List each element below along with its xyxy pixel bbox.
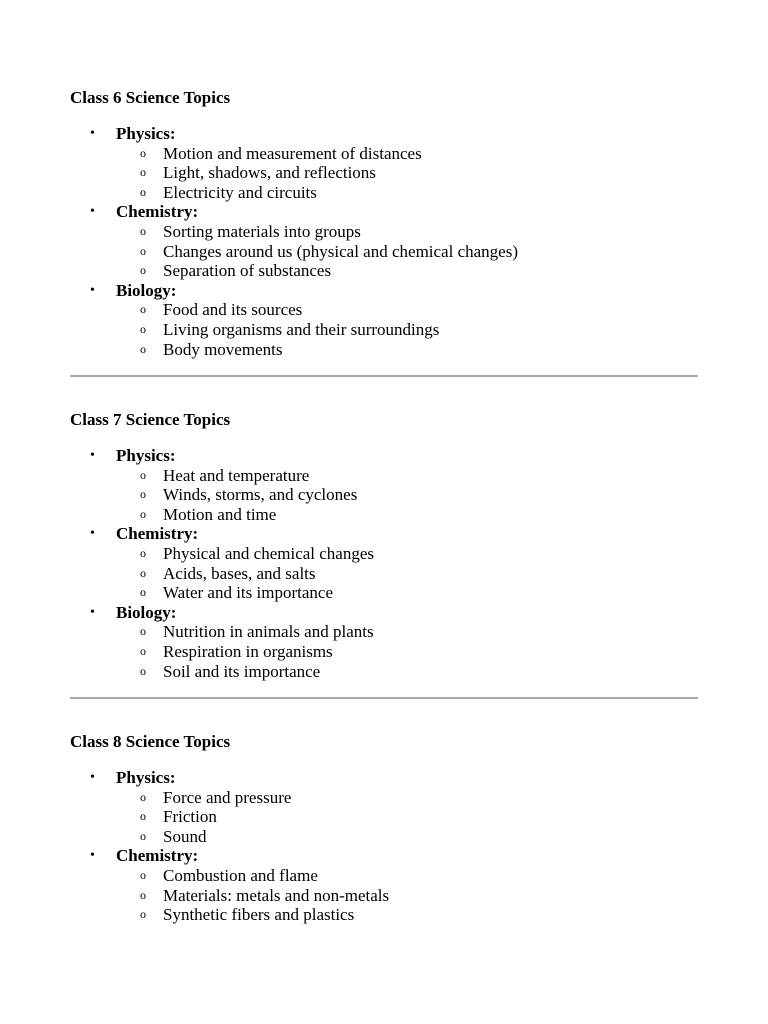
circle-bullet-icon: o [140,867,146,882]
topic-label: Chemistry: [116,524,199,544]
section-title: Class 7 Science Topics [70,410,231,429]
circle-bullet-icon: o [140,263,146,278]
subtopic-list [70,466,698,525]
subtopic-text: Synthetic fibers and plastics [163,905,355,925]
circle-bullet-icon: o [140,643,146,658]
topic-heading [70,446,698,466]
subtopic-text: Living organisms and their surroundings [163,319,440,339]
subtopic-text: Winds, storms, and cyclones [163,485,358,505]
subtopic-item [70,163,698,183]
subtopic-text: Motion and time [163,504,277,524]
topic-heading [70,281,698,301]
subtopic-item [70,905,698,925]
section-title: Class 8 Science Topics [70,732,231,751]
bullet-icon: • [90,526,95,542]
topic-item [70,446,698,524]
circle-bullet-icon: o [140,184,146,199]
topic-heading [70,524,698,544]
topic-heading [70,846,698,866]
subtopic-text: Changes around us (physical and chemical changes) [163,241,518,261]
topic-list [70,446,698,681]
subtopic-text: Physical and chemical changes [163,543,375,563]
subtopic-text: Light, shadows, and reflections [163,163,376,183]
circle-bullet-icon: o [140,165,146,180]
topic-list [70,124,698,359]
subtopic-list [70,866,698,925]
subtopic-item [70,340,698,360]
subtopic-item [70,485,698,505]
topic-label: Chemistry: [116,846,199,866]
topic-label: Physics: [116,768,176,787]
section-title: Class 6 Science Topics [70,88,231,107]
subtopic-item [70,642,698,662]
section-divider [70,375,698,377]
circle-bullet-icon: o [140,302,146,317]
subtopic-text: Combustion and flame [163,865,318,885]
bullet-icon: • [90,126,95,141]
topic-label: Physics: [116,446,176,465]
class-section [70,88,698,359]
topic-item [70,603,698,681]
subtopic-list [70,300,698,359]
circle-bullet-icon: o [140,907,146,922]
bullet-icon: • [90,282,95,298]
topic-heading [70,202,698,222]
subtopic-item [70,544,698,564]
circle-bullet-icon: o [140,565,146,580]
subtopic-item [70,144,698,164]
bullet-icon: • [90,848,95,864]
subtopic-item [70,662,698,682]
subtopic-list [70,622,698,681]
topic-item [70,768,698,846]
subtopic-text: Sorting materials into groups [163,221,361,241]
subtopic-text: Respiration in organisms [163,641,333,661]
circle-bullet-icon: o [140,828,146,843]
subtopic-item [70,788,698,808]
topic-label: Biology: [116,280,177,300]
subtopic-item [70,886,698,906]
circle-bullet-icon: o [140,487,146,502]
class-section [70,732,698,925]
circle-bullet-icon: o [140,663,146,678]
subtopic-list [70,544,698,603]
subtopic-item [70,564,698,584]
bullet-icon: • [90,604,95,620]
subtopic-text: Electricity and circuits [163,182,317,202]
subtopic-item [70,242,698,262]
topic-item [70,124,698,202]
subtopic-text: Nutrition in animals and plants [163,622,374,642]
subtopic-text: Motion and measurement of distances [163,143,422,163]
subtopic-item [70,827,698,847]
topic-item [70,846,698,924]
topic-list [70,768,698,925]
subtopic-text: Soil and its importance [163,661,321,681]
circle-bullet-icon: o [140,789,146,804]
subtopic-list [70,144,698,203]
topic-item [70,524,698,602]
circle-bullet-icon: o [140,887,146,902]
bullet-icon: • [90,204,95,220]
circle-bullet-icon: o [140,809,146,824]
circle-bullet-icon: o [140,585,146,600]
subtopic-text: Food and its sources [163,300,303,320]
topic-label: Physics: [116,124,176,143]
subtopic-item [70,622,698,642]
subtopic-list [70,788,698,847]
subtopic-item [70,222,698,242]
subtopic-item [70,300,698,320]
circle-bullet-icon: o [140,145,146,160]
topic-item [70,202,698,280]
subtopic-item [70,807,698,827]
topic-heading [70,603,698,623]
subtopic-item [70,866,698,886]
circle-bullet-icon: o [140,545,146,560]
circle-bullet-icon: o [140,341,146,356]
subtopic-text: Acids, bases, and salts [163,563,316,583]
class-section [70,410,698,681]
subtopic-text: Friction [163,807,217,827]
subtopic-list [70,222,698,281]
subtopic-text: Force and pressure [163,787,292,807]
subtopic-text: Separation of substances [163,261,332,281]
section-divider [70,697,698,699]
circle-bullet-icon: o [140,243,146,258]
subtopic-text: Water and its importance [163,583,333,603]
circle-bullet-icon: o [140,223,146,238]
subtopic-text: Body movements [163,339,283,359]
bullet-icon: • [90,770,95,785]
subtopic-item [70,505,698,525]
circle-bullet-icon: o [140,624,146,639]
circle-bullet-icon: o [140,506,146,521]
subtopic-text: Heat and temperature [163,465,310,485]
subtopic-item [70,261,698,281]
subtopic-item [70,466,698,486]
subtopic-text: Sound [163,826,207,846]
circle-bullet-icon: o [140,467,146,482]
topic-label: Biology: [116,602,177,622]
topic-item [70,281,698,359]
bullet-icon: • [90,448,95,463]
topic-heading [70,768,698,788]
subtopic-item [70,583,698,603]
subtopic-text: Materials: metals and non-metals [163,885,390,905]
subtopic-item [70,320,698,340]
topic-label: Chemistry: [116,202,199,222]
subtopic-item [70,183,698,203]
circle-bullet-icon: o [140,321,146,336]
topic-heading [70,124,698,144]
